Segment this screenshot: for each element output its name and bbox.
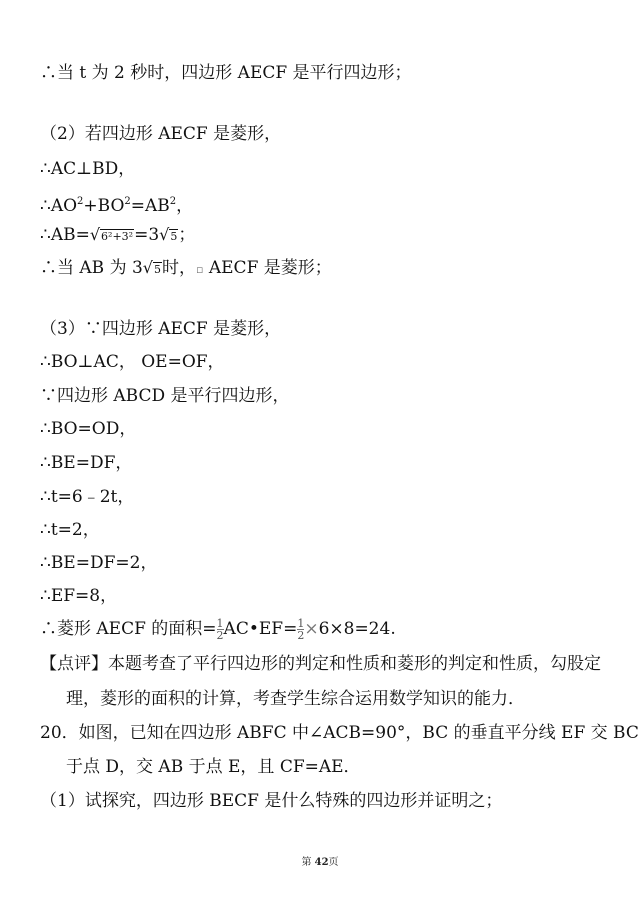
text-line: ∴t=2， <box>40 520 100 540</box>
text-line: ∴AC⊥BD， <box>40 159 136 179</box>
square-root: √5 <box>159 225 178 244</box>
math-line: ∴当 AB 为 3√5时，▫ AECF 是菱形； <box>40 258 332 278</box>
page-number: 第 42页 <box>301 857 339 868</box>
fraction: $\frac{1}{2}$ <box>297 617 305 642</box>
comment-line: 理，菱形的面积的计算，考查学生综合运用数学知识的能力． <box>66 689 525 709</box>
math-line: ∴菱形 AECF 的面积= $\frac{1}{2}$ AC•EF= $\frac{1}{2}$ ×6×8=24. <box>40 617 396 642</box>
comment-line: 【点评】本题考查了平行四边形的判定和性质和菱形的判定和性质，勾股定 <box>40 654 601 674</box>
text-line: ∴EF=8， <box>40 586 118 606</box>
text-line: ∴当 t 为 2 秒时，四边形 AECF 是平行四边形； <box>40 63 412 83</box>
fraction: $\frac{1}{2}$ <box>216 617 224 642</box>
text-line: ∴BO⊥AC， OE=OF， <box>40 352 225 372</box>
square-root: √5 <box>142 258 161 277</box>
placeholder-glyph: ▫ <box>196 263 204 276</box>
text-line: ∴t=6﹣2t， <box>40 487 135 507</box>
text-line: ∵四边形 ABCD 是平行四边形， <box>40 386 290 406</box>
text-line: ∴BE=DF=2， <box>40 553 158 573</box>
text-line: ∴BE=DF， <box>40 453 133 473</box>
square-root: √6²+3² <box>89 225 134 244</box>
math-line: $\therefore AO^2+BO^2=AB^2$， <box>40 196 194 216</box>
question-line: 20．如图，已知在四边形 ABFC 中∠ACB=90°，BC 的垂直平分线 EF 交 BC <box>40 723 639 743</box>
question-line: 于点 D，交 AB 于点 E，且 CF=AE． <box>66 757 361 777</box>
text-line: （2）若四边形 AECF 是菱形， <box>40 124 282 144</box>
text-line: （3）∵四边形 AECF 是菱形， <box>40 319 282 339</box>
math-line: ∴AB=√6²+3²=3√5； <box>40 225 196 245</box>
text-line: ∴BO=OD， <box>40 419 137 439</box>
question-line: （1）试探究，四边形 BECF 是什么特殊的四边形并证明之； <box>40 791 503 811</box>
